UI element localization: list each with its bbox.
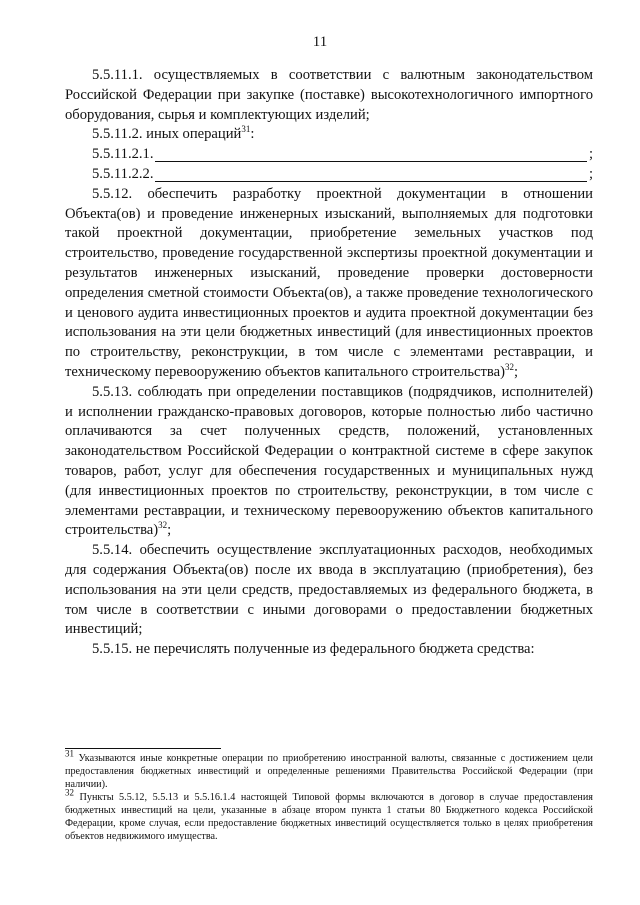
blank-line-end: ; (588, 165, 593, 182)
footnote-mark-31: 31 (65, 748, 74, 759)
blank-line-5-5-11-2-1 (65, 145, 593, 165)
paragraph-5-5-15: 5.5.15. не перечислять полученные из федерального бюджета средства: (92, 641, 535, 658)
footnote-32 (65, 787, 593, 843)
blank-line-end: ; (588, 146, 593, 163)
paragraph-5-5-11-2 (65, 125, 593, 145)
footnote-31-text: Указываются иные конкретные операции по приобретению иностранной валюты, связанные с достижением цели предоставления бюджетных инвестиций и определенные решениями Правительства Российской Федерации (при наличии). (65, 753, 593, 790)
footnote-ref-32: 32 (504, 362, 514, 373)
footnote-ref-32: 32 (158, 520, 168, 531)
document-body (65, 66, 593, 660)
footnote-31 (65, 748, 593, 791)
paragraph-5-5-11-1: 5.5.11.1. осуществляемых в соответствии с валютным законодательством Российской Федерации при закупке (поставке) высокотехнологичного импортного оборудования, сырья и комплектующих изделий; (65, 67, 593, 123)
footnote-separator (65, 748, 221, 749)
paragraph-5-5-12 (65, 185, 593, 383)
paragraph-5-5-14: 5.5.14. обеспечить осуществление эксплуатационных расходов, необходимых для содержания Объекта(ов) после их ввода в эксплуатацию (приобретения), без использования на эти цели средств, предоставляемых из федерального бюджета, в том числе в соответствии с иными договорами о предоставлении бюджетных инвестиций; (65, 542, 593, 638)
blank-line-label: 5.5.11.2.2. (92, 165, 154, 182)
paragraph-5-5-12-text: 5.5.12. обеспечить разработку проектной документации в отношении Объекта(ов) и проведение инженерных изысканий, выполняемых для подготовки такой проектной документации, приобретение земельных участков под строительство, проведение государственной экспертизы проектной документации и результатов инженерных изысканий, проведение проверки достоверности определения сметной стоимости Объекта(ов), а также проведение технологического и ценового аудита инвестиционных проектов и аудита проектной документации без использования на эти цели бюджетных инвестиций (для инвестиционных проектов по строительству, реконструкции, в том числе с элементами реставрации, и техническому перевооружению объектов капитального строительства) (65, 185, 593, 380)
footnote-ref-31: 31 (241, 124, 251, 135)
blank-line-label: 5.5.11.2.1. (92, 146, 154, 163)
footnotes (65, 748, 593, 843)
footnote-mark-32: 32 (65, 787, 74, 798)
blank-line-5-5-11-2-2 (65, 165, 593, 185)
paragraph-5-5-12-tail: ; (513, 363, 519, 380)
paragraph-5-5-13-text: 5.5.13. соблюдать при определении поставщиков (подрядчиков, исполнителей) и исполнении гражданско-правовых договоров, которые полностью либо частично оплачиваются за счет полученных средств, положений, установленных законодательством Российской Федерации о контрактной системе в сфере закупок товаров, работ, услуг для обеспечения государственных и муниципальных нужд (для инвестиционных проектов по строительству, реконструкции, в том числе с элементами реставрации, и техническому перевооружению объектов капитального строительства) (65, 383, 593, 539)
blank-underline (155, 148, 586, 162)
footnote-32-text: Пункты 5.5.12, 5.5.13 и 5.5.16.1.4 настоящей Типовой формы включаются в договор в случае предоставления бюджетных инвестиций на цели, указанные в абзаце втором пункта 1 статьи 80 Бюджетного кодекса Российской Федерации, кроме случая, если предоставление бюджетных инвестиций осуществляется только в целях приобретения объектов недвижимого имущества. (65, 792, 593, 842)
blank-underline (155, 168, 586, 182)
page-number: 11 (312, 34, 328, 50)
paragraph-5-5-13-tail: ; (167, 522, 172, 539)
paragraph-5-5-11-2-tail: : (250, 126, 255, 143)
paragraph-5-5-11-2-text: 5.5.11.2. иных операций (92, 126, 242, 143)
paragraph-5-5-13 (65, 383, 593, 541)
